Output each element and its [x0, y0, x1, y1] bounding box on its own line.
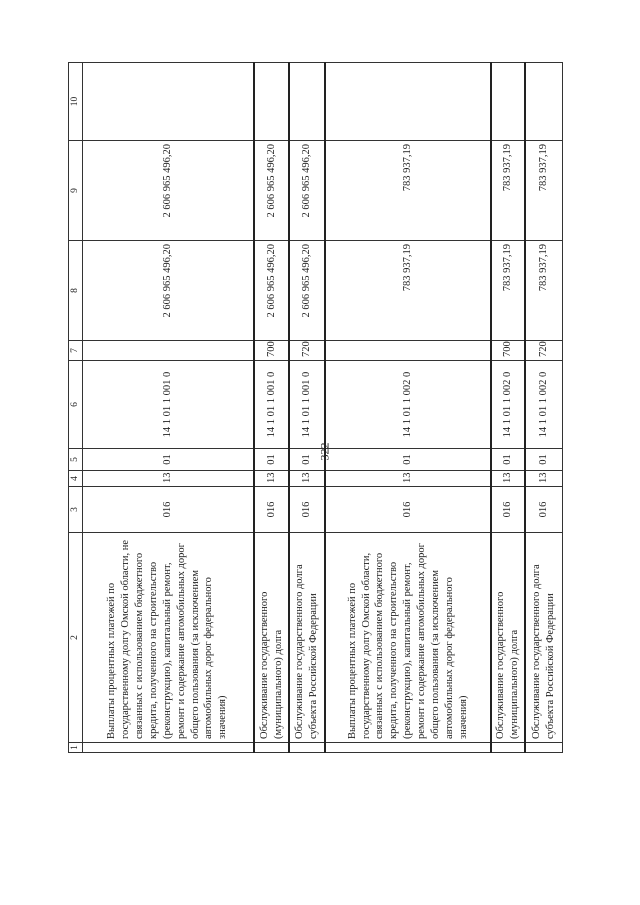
cell-name: Обслуживание государственного (муниципального) долга [254, 533, 289, 743]
cell-code: 016 [325, 487, 491, 533]
cell-name: Выплаты процентных платежей по государственному долгу Омской области, не связанных с использованием бюджетного кредита, полученного на строительство (реконструкцию), капитальный ремонт, ремонт и содержание автомобильных дорог общего пользования (за исключением автомобильных дорог федерального значения) [82, 533, 254, 743]
cell-subsection: 01 [491, 449, 525, 471]
cell-name: Выплаты процентных платежей по государственному долгу Омской области, связанных с использованием бюджетного кредита, полученного на строительство (реконструкцию), капитальный ремонт, ремонт и содержание автомобильных дорог общего пользования (за исключением автомобильных дорог федерального значения) [325, 533, 491, 743]
cell-sum-1: 2 606 965 496,20 [254, 241, 289, 341]
cell-code: 016 [82, 487, 254, 533]
cell-index [491, 743, 525, 753]
cell-section: 13 [82, 471, 254, 487]
table-row [254, 63, 289, 753]
cell-target-article: 14 1 01 1 001 0 [254, 361, 289, 449]
cell-section: 13 [325, 471, 491, 487]
cell-code: 016 [254, 487, 289, 533]
column-header: 9 [69, 141, 83, 241]
cell-col10 [325, 63, 491, 141]
cell-expense-type: 720 [289, 341, 325, 361]
column-header: 3 [69, 487, 83, 533]
budget-table [68, 62, 563, 753]
cell-code: 016 [491, 487, 525, 533]
cell-col10 [82, 63, 254, 141]
page-number: 322 [317, 442, 332, 461]
cell-expense-type [325, 341, 491, 361]
cell-sum-1: 783 937,19 [325, 241, 491, 341]
column-header: 4 [69, 471, 83, 487]
cell-target-article: 14 1 01 1 002 0 [325, 361, 491, 449]
cell-col10 [491, 63, 525, 141]
cell-index [254, 743, 289, 753]
cell-col10 [525, 63, 563, 141]
column-header: 7 [69, 341, 83, 361]
column-header: 2 [69, 533, 83, 743]
column-header: 10 [69, 63, 83, 141]
cell-subsection: 01 [82, 449, 254, 471]
cell-name: Обслуживание государственного долга субъекта Российской Федерации [289, 533, 325, 743]
cell-expense-type: 720 [525, 341, 563, 361]
cell-target-article: 14 1 01 1 001 0 [82, 361, 254, 449]
table-row [491, 63, 525, 753]
cell-sum-2: 783 937,19 [491, 141, 525, 241]
cell-name: Обслуживание государственного долга субъекта Российской Федерации [525, 533, 563, 743]
cell-target-article: 14 1 01 1 002 0 [491, 361, 525, 449]
cell-subsection: 01 [289, 449, 325, 471]
cell-sum-2: 783 937,19 [325, 141, 491, 241]
column-header: 5 [69, 449, 83, 471]
cell-sum-2: 783 937,19 [525, 141, 563, 241]
column-header: 1 [69, 743, 83, 753]
cell-expense-type: 700 [254, 341, 289, 361]
column-header: 8 [69, 241, 83, 341]
cell-subsection: 01 [254, 449, 289, 471]
cell-sum-1: 783 937,19 [491, 241, 525, 341]
cell-index [525, 743, 563, 753]
cell-index [289, 743, 325, 753]
cell-subsection: 01 [325, 449, 491, 471]
cell-col10 [254, 63, 289, 141]
cell-name: Обслуживание государственного (муниципального) долга [491, 533, 525, 743]
cell-sum-2: 2 606 965 496,20 [289, 141, 325, 241]
table-row [325, 63, 491, 753]
cell-subsection: 01 [525, 449, 563, 471]
table-header-row [69, 63, 83, 753]
column-header: 6 [69, 361, 83, 449]
table-row [82, 63, 254, 753]
cell-expense-type [82, 341, 254, 361]
cell-index [82, 743, 254, 753]
cell-target-article: 14 1 01 1 002 0 [525, 361, 563, 449]
cell-section: 13 [491, 471, 525, 487]
cell-sum-2: 2 606 965 496,20 [254, 141, 289, 241]
cell-sum-2: 2 606 965 496,20 [82, 141, 254, 241]
cell-sum-1: 2 606 965 496,20 [82, 241, 254, 341]
table-row [525, 63, 563, 753]
cell-index [325, 743, 491, 753]
cell-sum-1: 2 606 965 496,20 [289, 241, 325, 341]
table-row [289, 63, 325, 753]
cell-col10 [289, 63, 325, 141]
cell-code: 016 [525, 487, 563, 533]
cell-section: 13 [289, 471, 325, 487]
cell-target-article: 14 1 01 1 001 0 [289, 361, 325, 449]
cell-code: 016 [289, 487, 325, 533]
cell-section: 13 [525, 471, 563, 487]
cell-expense-type: 700 [491, 341, 525, 361]
cell-sum-1: 783 937,19 [525, 241, 563, 341]
cell-section: 13 [254, 471, 289, 487]
